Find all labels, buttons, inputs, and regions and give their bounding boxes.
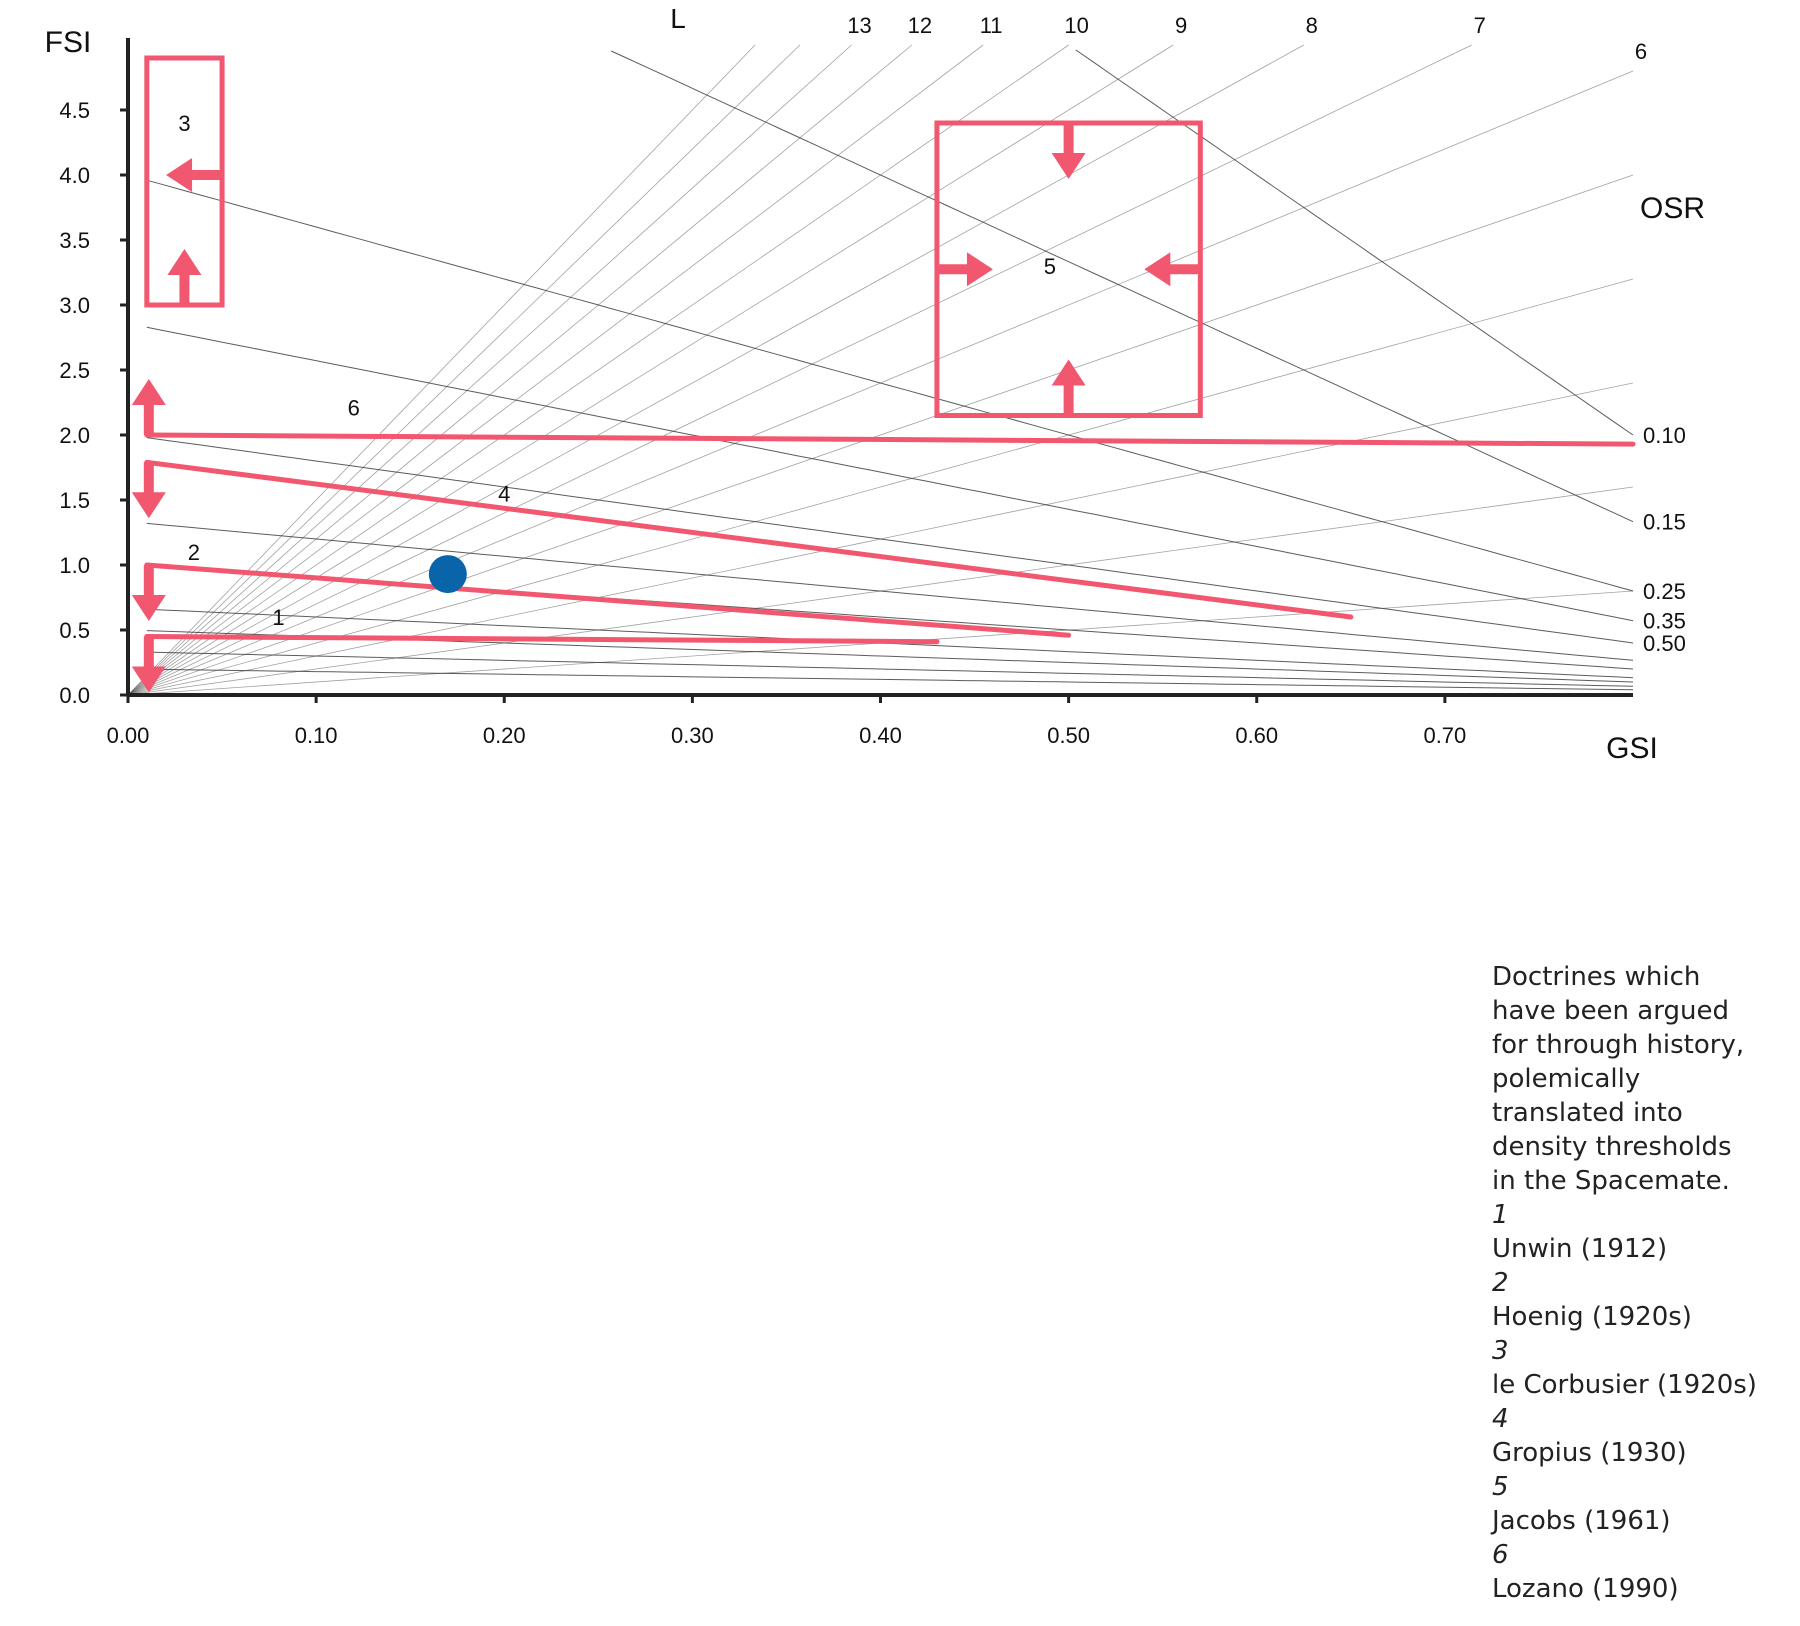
layer-label-13: 13 [847,13,872,38]
x-tick-label: 0.00 [106,723,150,748]
doctrine-2-arrow-down [132,565,166,621]
doctrine-6-line [147,435,1633,444]
doctrine-1-line [147,637,937,642]
spacemate-chart [0,0,1800,780]
x-tick-label: 0.50 [1047,723,1091,748]
osr-line-0.1 [1076,50,1633,435]
layer-label-6: 6 [1634,39,1648,64]
doctrine-3-arrow-up [167,249,201,305]
y-tick-label: 4.5 [59,98,90,123]
caption-line: have been argued [1492,996,1729,1026]
doctrine-5-arrow-right [937,252,993,286]
caption-line: for through history, [1492,1030,1745,1060]
y-tick-label: 2.0 [59,423,90,448]
layer-line-8 [128,45,1304,695]
layer-line-14 [128,45,800,695]
x-tick-label: 0.30 [670,723,714,748]
doctrine-name: le Corbusier (1920s) [1492,1370,1757,1400]
doctrine-5-arrow-up [1052,360,1086,416]
doctrine-name: Lozano (1990) [1492,1574,1679,1604]
y-tick-label: 2.5 [59,358,90,383]
doctrine-label-4: 4 [498,481,511,507]
osr-line-5 [147,669,1633,690]
layer-label-10: 10 [1064,13,1089,38]
x-tick-label: 0.20 [482,723,526,748]
x-tick-label: 0.10 [294,723,338,748]
osr-lines [147,50,1633,690]
doctrine-number: 5 [1492,1472,1509,1502]
y-axis-label: FSI [44,26,92,59]
doctrine-3-arrow-left [166,158,222,192]
caption-line: polemically [1492,1064,1641,1094]
layer-line-7 [128,45,1472,695]
y-tick-label: 0.5 [59,618,90,643]
doctrine-label-3: 3 [178,111,191,136]
osr-label-0-25: 0.25 [1643,579,1686,604]
osr-label-0-15: 0.15 [1643,509,1686,535]
layer-axis-label: L [670,3,686,34]
doctrine-overlays [132,58,1633,693]
chart-labels [45,3,1705,765]
layer-label-7: 7 [1473,13,1486,38]
caption-line: translated into [1492,1098,1683,1128]
axes [128,38,1633,695]
osr-line-0.5 [147,438,1633,643]
y-tick-label: 4.0 [59,163,90,188]
y-tick-label: 1.0 [59,553,90,578]
y-tick-label: 0.0 [59,683,90,708]
doctrine-number: 4 [1492,1404,1509,1434]
doctrine-label-2: 2 [187,540,200,565]
caption-line: in the Spacemate. [1492,1166,1730,1196]
layer-line-9 [128,45,1173,695]
x-tick-label: 0.40 [859,723,902,748]
data-point [429,555,467,593]
figure-caption [1492,960,1782,1606]
y-tick-label: 3.0 [59,293,90,318]
osr-line-0.35 [147,327,1633,620]
doctrine-number: 3 [1492,1336,1509,1366]
osr-label-0-10: 0.10 [1643,423,1686,448]
doctrine-4-arrow-down [132,462,166,518]
doctrine-number: 1 [1492,1200,1509,1230]
ticks [59,98,1466,748]
osr-line-3 [147,652,1633,686]
layer-label-12: 12 [907,13,933,38]
y-tick-label: 3.5 [59,228,90,253]
doctrine-name: Jacobs (1961) [1492,1506,1671,1536]
layer-line-12 [128,45,912,695]
doctrine-label-5: 5 [1043,254,1056,279]
doctrine-5-arrow-left [1144,252,1200,286]
caption-line: density thresholds [1492,1132,1732,1162]
layer-lines [128,45,1633,695]
doctrine-name: Unwin (1912) [1492,1234,1668,1264]
doctrine-2-line [147,565,1069,635]
y-tick-label: 1.5 [59,488,90,513]
layer-label-8: 8 [1305,13,1318,38]
doctrine-6-arrow-up [132,379,166,435]
caption-line: Doctrines which [1492,962,1701,992]
doctrine-number: 6 [1492,1540,1509,1570]
osr-line-0.25 [147,180,1633,591]
layer-line-13 [128,45,852,695]
osr-axis-label: OSR [1640,192,1706,225]
doctrine-name: Hoenig (1920s) [1492,1302,1692,1332]
doctrine-label-1: 1 [272,605,285,630]
layer-label-11: 11 [979,13,1003,38]
marker [429,555,467,593]
doctrine-number: 2 [1492,1268,1509,1298]
doctrine-5-arrow-down [1052,123,1086,179]
layer-label-9: 9 [1175,13,1188,38]
osr-label-0-50: 0.50 [1643,631,1686,656]
x-tick-label: 0.70 [1423,723,1467,748]
x-axis-label: GSI [1606,732,1658,765]
osr-label-0-35: 0.35 [1643,608,1686,634]
doctrine-label-6: 6 [347,395,360,421]
doctrine-name: Gropius (1930) [1492,1438,1687,1468]
x-tick-label: 0.60 [1235,723,1279,748]
